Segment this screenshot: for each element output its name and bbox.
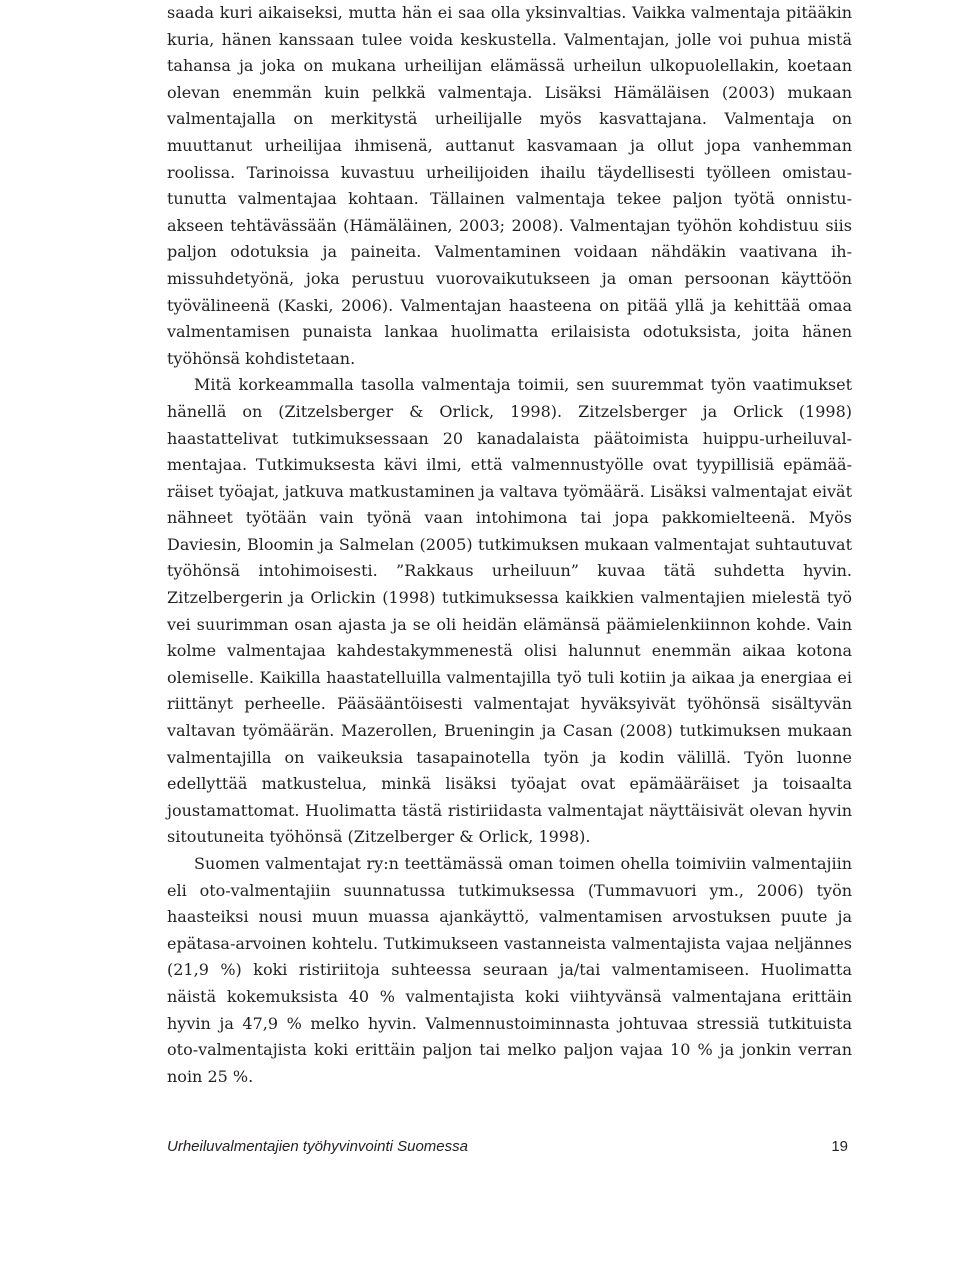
footer-title: Urheiluvalmentajien työhyvinvointi Suomessa <box>167 1138 468 1155</box>
page-footer <box>167 1138 852 1160</box>
paragraph-2: Mitä korkeammalla tasolla valmentaja toimii, sen suuremmat työn vaatimukset hänellä on (Zitzelsberger & Orlick, 1998). Zitzelsberger ja Orlick (1998) haastattelivat tutkimuksessaan 20 kanadalaista päätoimista huippu-urheiluvalmentajaa. Tutkimuksesta kävi ilmi, että valmennustyölle ovat tyypillisiä epämääräiset työajat, jatkuva matkustaminen ja valtava työmäärä. Lisäksi valmentajat eivät nähneet työtään vain työnä vaan intohimona tai jopa pakkomielteenä. Myös Daviesin, Bloomin ja Salmelan (2005) tutkimuksen mukaan valmentajat suhtautuvat työhönsä intohimoisesti. ”Rakkaus urheiluun” kuvaa tätä suhdetta hyvin. Zitzelbergerin ja Orlickin (1998) tutkimuksessa kaikkien valmentajien mielestä työ vei suurimman osan ajasta ja se oli heidän elämänsä päämielenkiinnon kohde. Vain kolme valmentajaa kahdestakymmenestä olisi halunnut enemmän aikaa kotona olemiselle. Kaikilla haastatelluilla valmentajilla työ tuli kotiin ja aikaa ja energiaa ei riittänyt perheelle. Pääsääntöisesti valmentajat hyväksyivät työhönsä sisältyvän valtavan työmäärän. Mazerollen, Brueningin ja Casan (2008) tutkimuksen mukaan valmentajilla on vaikeuksia tasapainotella työn ja kodin välillä. Työn luonne edellyttää matkustelua, minkä lisäksi työajat ovat epämääräiset ja toisaalta joustamattomat. Huolimatta tästä ristiriidasta valmentajat näyttäisivät olevan hyvin sitoutuneita työhönsä (Zitzelberger & Orlick, 1998). <box>167 375 852 847</box>
paragraph-1: saada kuri aikaiseksi, mutta hän ei saa olla yksinvaltias. Vaikka valmentaja pitääkin kuria, hänen kanssaan tulee voida keskustella. Valmentajan, jolle voi puhua mistä tahansa ja joka on mukana urheilijan elämässä urheilun ulkopuolellakin, koetaan olevan enemmän kuin pelkkä valmentaja. Lisäksi Hämäläisen (2003) mukaan valmentajalla on merkitystä urheilijalle myös kasvattajana. Valmentaja on muuttanut urheilijaa ihmisenä, auttanut kasvamaan ja ollut jopa vanhemman roolissa. Tarinoissa kuvastuu urheilijoiden ihailu täydellisesti työlleen omistautunutta valmentajaa kohtaan. Tällainen valmentaja tekee paljon työtä onnistuakseen tehtävässään (Hämäläinen, 2003; 2008). Valmentajan työhön kohdistuu siis paljon odotuksia ja paineita. Valmentaminen voidaan nähdäkin vaativana ihmissuhdetyönä, joka perustuu vuorovaikutukseen ja oman persoonan käyttöön työvälineenä (Kaski, 2006). Valmentajan haasteena on pitää yllä ja kehittää omaa valmentamisen punaista lankaa huolimatta erilaisista odotuksista, joita hänen työhönsä kohdistetaan. <box>167 3 852 368</box>
body-text <box>167 0 852 1090</box>
page-number: 19 <box>831 1138 848 1155</box>
paragraph-3: Suomen valmentajat ry:n teettämässä oman toimen ohella toimiviin valmentajiin eli oto-valmentajiin suunnatussa tutkimuksessa (Tummavuori ym., 2006) työn haasteiksi nousi muun muassa ajankäyttö, valmentamisen arvostuksen puute ja epätasa-arvoinen kohtelu. Tutkimukseen vastanneista valmentajista vajaa neljännes (21,9 %) koki ristiriitoja suhteessa seuraan ja/tai valmentamiseen. Huolimatta näistä kokemuksista 40 % valmentajista koki viihtyvänsä valmentajana erittäin hyvin ja 47,9 % melko hyvin. Valmennustoiminnasta johtuvaa stressiä tutkituista oto-valmentajista koki erittäin paljon tai melko paljon vajaa 10 % ja jonkin verran noin 25 %. <box>167 854 852 1086</box>
